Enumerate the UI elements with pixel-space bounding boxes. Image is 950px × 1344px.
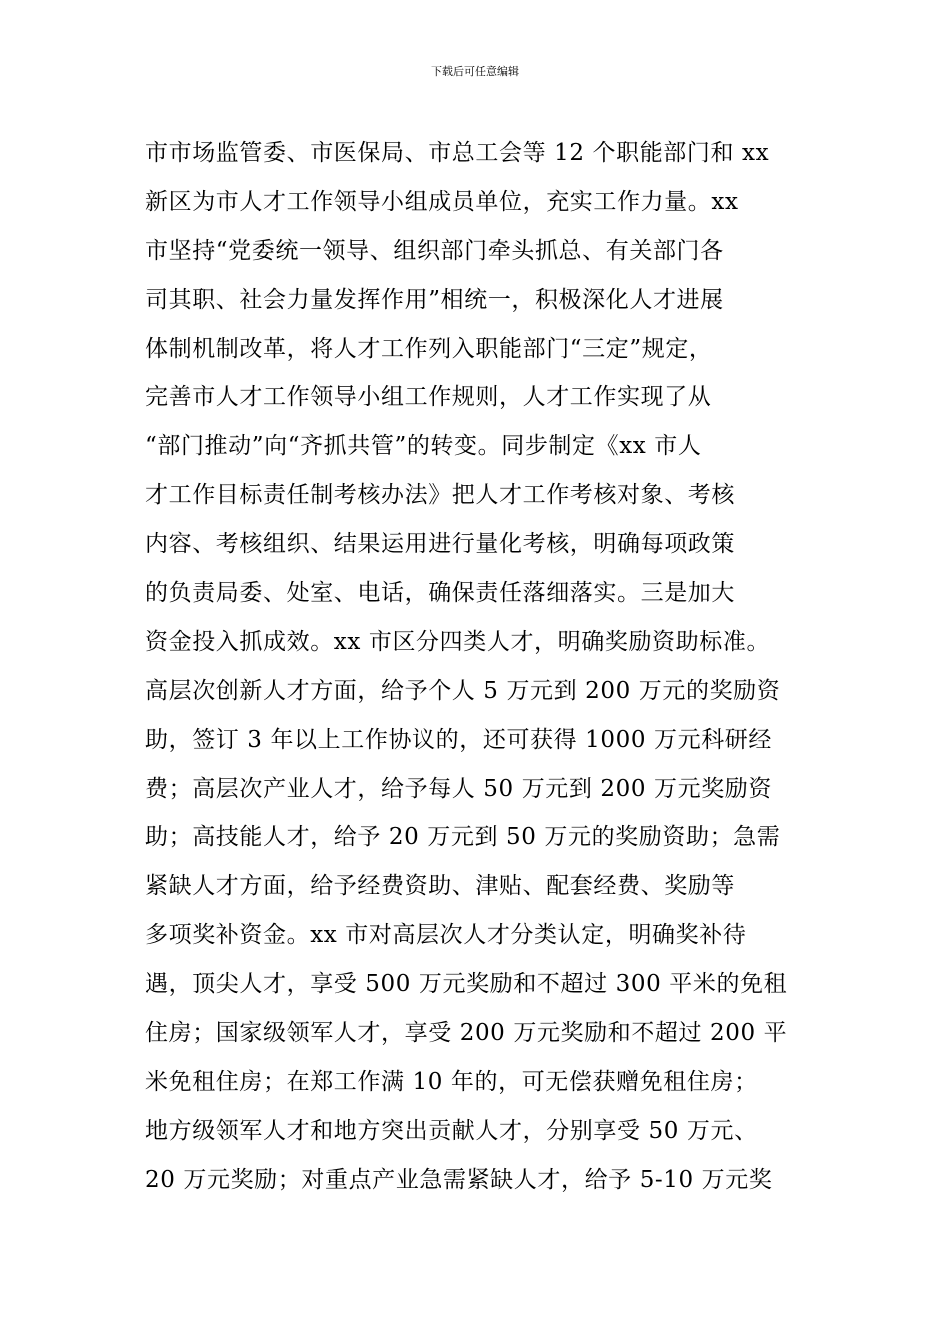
text-line: 地方级领军人才和地方突出贡献人才，分别享受 50 万元、	[145, 1117, 758, 1144]
text-line: 住房；国家级领军人才，享受 200 万元奖励和不超过 200 平	[145, 1020, 788, 1047]
text-line: 市市场监管委、市医保局、市总工会等 12 个职能部门和 xx	[145, 140, 770, 166]
text-line: 司其职、社会力量发挥作用”相统一，积极深化人才进展	[145, 286, 724, 313]
text-line: 助；高技能人才，给予 20 万元到 50 万元的奖励资助；急需	[145, 824, 781, 851]
text-line: 才工作目标责任制考核办法》把人才工作考核对象、考核	[145, 482, 735, 509]
body-paragraph	[145, 129, 825, 1205]
text-line: 资金投入抓成效。xx 市区分四类人才，明确奖励资助标准。	[145, 628, 771, 655]
text-line: 米免租住房；在郑工作满 10 年的，可无偿获赠免租住房；	[145, 1068, 758, 1095]
text-line: 市坚持“党委统一领导、组织部门牵头抓总、有关部门各	[145, 237, 724, 264]
page-header-note: 下载后可任意编辑	[431, 65, 519, 78]
text-line: 完善市人才工作领导小组工作规则，人才工作实现了从	[145, 384, 712, 411]
text-line: 内容、考核组织、结果运用进行量化考核，明确每项政策	[145, 531, 735, 558]
text-line: 新区为市人才工作领导小组成员单位，充实工作力量。xx	[145, 188, 739, 215]
text-line: 体制机制改革，将人才工作列入职能部门“三定”规定，	[145, 335, 713, 362]
text-line: 紧缺人才方面，给予经费资助、津贴、配套经费、奖励等	[145, 873, 735, 900]
text-line: 高层次创新人才方面，给予个人 5 万元到 200 万元的奖励资	[145, 677, 781, 704]
text-line: 20 万元奖励；对重点产业急需紧缺人才，给予 5-10 万元奖	[145, 1166, 773, 1193]
text-line: 遇，顶尖人才，享受 500 万元奖励和不超过 300 平米的免租	[145, 971, 788, 998]
text-line: 费；高层次产业人才，给予每人 50 万元到 200 万元奖励资	[145, 775, 773, 802]
text-line: “部门推动”向“齐抓共管”的转变。同步制定《xx 市人	[145, 433, 702, 460]
text-line: 的负责局委、处室、电话，确保责任落细落实。三是加大	[145, 580, 735, 607]
text-line: 多项奖补资金。xx 市对高层次人才分类认定，明确奖补待	[145, 922, 747, 949]
text-line: 助，签订 3 年以上工作协议的，还可获得 1000 万元科研经	[145, 726, 773, 753]
